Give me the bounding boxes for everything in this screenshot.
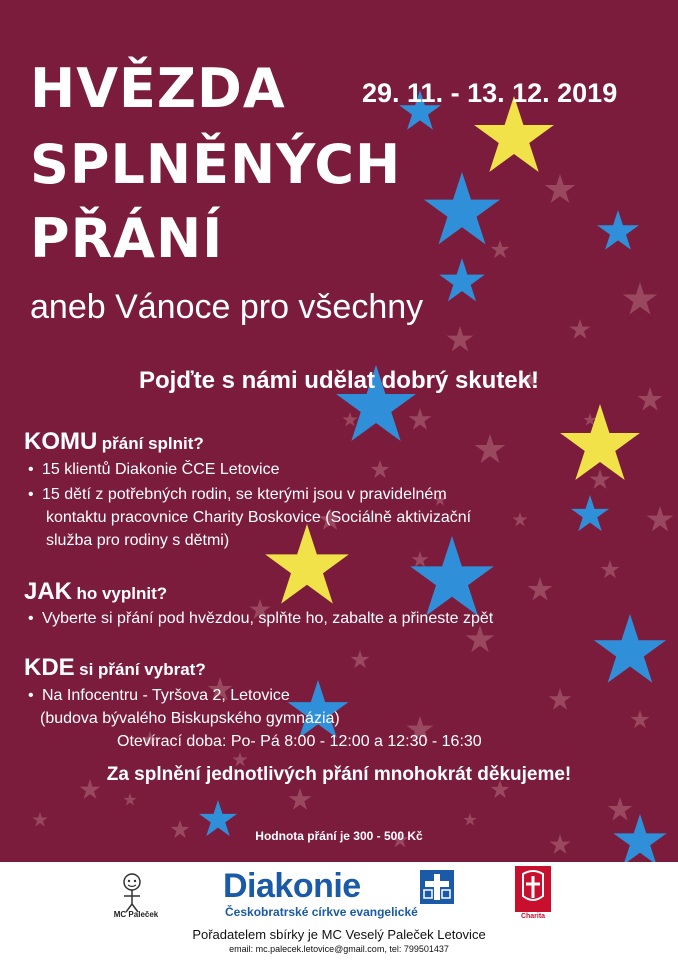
title-line-2: SPLNĚNÝCH [30,133,402,196]
mc-palecek-label: MC Paleček [113,910,159,919]
komu-item-2-line-3: služba pro rodiny s dětmi) [46,532,230,549]
gift-value: Hodnota přání je 300 - 500 Kč [255,829,423,843]
komu-heading [24,428,204,456]
contact-text: email: mc.palecek.letovice@gmail.com, tel: 799501437 [229,944,449,954]
komu-heading-small: přání splnit? [101,434,204,453]
diakonie-subtitle: Českobratrské církve evangelické [225,905,418,919]
diakonie-logo-text: Diakonie [223,867,361,905]
call-to-action: Pojďte s námi udělat dobrý skutek! [138,367,539,394]
bullet-icon: • [28,461,34,478]
komu-item-2-line-2: kontaktu pracovnice Charity Boskovice (Sociálně aktivizační [46,509,472,526]
jak-item-1-text: Vyberte si přání pod hvězdou, splňte ho, zabalte a přineste zpět [42,610,494,627]
opening-hours: Otevírací doba: Po- Pá 8:00 - 12:00 a 12:30 - 16:30 [117,733,482,750]
komu-item-1-text: 15 klientů Diakonie ČCE Letovice [42,461,280,478]
subtitle: aneb Vánoce pro všechny [30,288,424,326]
bullet-icon: • [28,486,34,503]
komu-item-2 [28,483,447,506]
kde-item-1-text: Na Infocentru - Tyršova 2, Letovice [42,687,290,704]
title-line-1: HVĚZDA [30,57,286,120]
organizer-text: Pořadatelem sbírky je MC Veselý Paleček Letovice [192,927,486,942]
kde-heading-small: si přání vybrat? [79,660,206,679]
komu-heading-big: KOMU [24,428,98,455]
title-line-3: PŘÁNÍ [30,207,224,270]
jak-heading-big: JAK [24,578,73,605]
jak-heading-small: ho vyplnit? [76,584,168,603]
kde-heading [24,654,206,682]
thanks-message: Za splnění jednotlivých přání mnohokrát děkujeme! [106,764,572,785]
charita-logo-icon [515,866,551,912]
event-date: 29. 11. - 13. 12. 2019 [362,78,618,108]
charita-label: Charita [520,913,546,920]
jak-item-1 [28,607,493,630]
komu-item-2-text: 15 dětí z potřebných rodin, se kterými jsou v pravidelném [42,486,447,503]
kde-item-1 [28,684,290,707]
kde-heading-big: KDE [24,654,75,681]
footer [0,862,678,960]
komu-item-1 [28,458,279,481]
jak-heading [24,578,167,606]
diakonie-cross-icon [420,870,454,904]
kde-item-1-line-2: (budova bývalého Biskupského gymnázia) [40,710,340,727]
bullet-icon: • [28,610,34,627]
bullet-icon: • [28,687,34,704]
